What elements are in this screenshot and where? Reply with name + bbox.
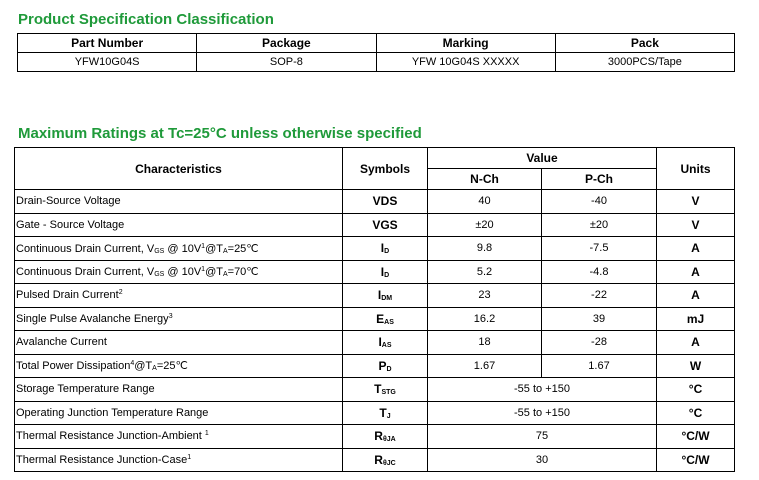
- spec-header-pack: Pack: [555, 34, 734, 53]
- characteristic-text-3: @T: [205, 242, 223, 255]
- characteristic-subscript-2: A: [152, 365, 157, 373]
- symbol-text: T: [379, 405, 387, 420]
- characteristic-text-3: @T: [134, 360, 153, 373]
- characteristic-text-4: =25℃: [227, 242, 259, 255]
- ratings-row: [15, 401, 735, 425]
- value-p-ch-cell: 39: [542, 307, 657, 331]
- value-n-ch-cell: 9.8: [428, 237, 542, 261]
- characteristic-note: 1: [187, 453, 192, 461]
- symbol-subscript: D: [386, 365, 392, 373]
- spec-header-package: Package: [197, 34, 376, 53]
- characteristic-cell: [15, 378, 343, 402]
- value-n-ch-cell: 16.2: [428, 307, 542, 331]
- ratings-row: [15, 448, 735, 472]
- symbol-text: P: [378, 358, 387, 373]
- header-characteristics: Characteristics: [15, 148, 343, 190]
- characteristic-text: Avalanche Current: [16, 336, 107, 349]
- characteristic-text: Total Power Dissipation: [16, 360, 131, 373]
- characteristic-text: Thermal Resistance Junction-Ambient: [16, 430, 205, 443]
- characteristic-text-3: @T: [205, 266, 223, 279]
- spec-package: SOP-8: [197, 53, 376, 72]
- ratings-row: [15, 237, 735, 261]
- value-both-cell: -55 to +150: [428, 401, 657, 425]
- characteristic-note: 1: [204, 430, 209, 438]
- symbol-cell: [343, 425, 428, 449]
- characteristic-text-4: =25℃: [156, 360, 188, 373]
- spec-header-part-number: Part Number: [18, 34, 197, 53]
- spec-header-marking: Marking: [376, 34, 555, 53]
- value-p-ch-cell: ±20: [542, 213, 657, 237]
- symbol-subscript: θJC: [382, 459, 396, 467]
- unit-cell: W: [657, 354, 735, 378]
- value-n-ch-cell: 5.2: [428, 260, 542, 284]
- header-units: Units: [657, 148, 735, 190]
- symbol-text: VGS: [372, 217, 398, 232]
- characteristic-cell: [15, 190, 343, 214]
- ratings-row: [15, 284, 735, 308]
- max-ratings-table: [14, 147, 735, 472]
- characteristic-text-4: =70℃: [227, 266, 259, 279]
- characteristic-note: 4: [130, 360, 135, 368]
- symbol-subscript: DM: [381, 295, 393, 303]
- header-p-ch: P-Ch: [542, 169, 657, 190]
- characteristic-subscript: GS: [154, 271, 165, 279]
- symbol-cell: [343, 378, 428, 402]
- header-value: Value: [428, 148, 657, 169]
- symbol-text: I: [380, 264, 385, 279]
- value-n-ch-cell: 23: [428, 284, 542, 308]
- characteristic-cell: [15, 331, 343, 355]
- symbol-subscript: STG: [381, 389, 396, 397]
- value-both-cell: -55 to +150: [428, 378, 657, 402]
- symbol-cell: [343, 260, 428, 284]
- symbol-text: R: [374, 429, 383, 444]
- symbol-cell: [343, 401, 428, 425]
- characteristic-note: 1: [201, 266, 206, 274]
- value-n-ch-cell: ±20: [428, 213, 542, 237]
- symbol-cell: [343, 284, 428, 308]
- symbol-text: I: [378, 335, 382, 350]
- characteristic-cell: [15, 307, 343, 331]
- ratings-row: [15, 190, 735, 214]
- value-p-ch-cell: -4.8: [542, 260, 657, 284]
- symbol-cell: [343, 331, 428, 355]
- characteristic-cell: [15, 354, 343, 378]
- spec-pack: 3000PCS/Tape: [555, 53, 734, 72]
- symbol-text: R: [374, 452, 383, 467]
- characteristic-cell: [15, 237, 343, 261]
- ratings-body: [15, 190, 735, 472]
- symbol-cell: [343, 237, 428, 261]
- characteristic-cell: [15, 401, 343, 425]
- ratings-row: [15, 213, 735, 237]
- symbol-subscript: D: [384, 248, 390, 256]
- characteristic-cell: [15, 425, 343, 449]
- unit-cell: A: [657, 237, 735, 261]
- ratings-row: [15, 260, 735, 284]
- ratings-header-row: [15, 148, 735, 169]
- value-p-ch-cell: 1.67: [542, 354, 657, 378]
- value-n-ch-cell: 1.67: [428, 354, 542, 378]
- characteristic-text: Thermal Resistance Junction-Case: [16, 453, 188, 466]
- symbol-text: I: [380, 241, 385, 256]
- characteristic-cell: [15, 284, 343, 308]
- symbol-subscript: AS: [381, 342, 392, 350]
- symbol-text: I: [377, 288, 382, 303]
- symbol-cell: [343, 448, 428, 472]
- value-n-ch-cell: 40: [428, 190, 542, 214]
- characteristic-note: 2: [118, 289, 123, 297]
- characteristic-cell: [15, 213, 343, 237]
- symbol-subscript: AS: [384, 318, 394, 326]
- symbol-text: E: [376, 311, 385, 326]
- unit-cell: °C/W: [657, 425, 735, 449]
- characteristic-cell: [15, 448, 343, 472]
- characteristic-text: Drain-Source Voltage: [16, 195, 121, 208]
- ratings-row: [15, 378, 735, 402]
- characteristic-text-2: @ 10V: [164, 266, 202, 279]
- unit-cell: A: [657, 284, 735, 308]
- unit-cell: V: [657, 213, 735, 237]
- characteristic-subscript-2: A: [222, 271, 228, 279]
- characteristic-text: Continuous Drain Current, V: [16, 266, 155, 279]
- ratings-row: [15, 425, 735, 449]
- characteristic-text: Pulsed Drain Current: [16, 289, 119, 302]
- symbol-cell: [343, 307, 428, 331]
- symbol-cell: [343, 354, 428, 378]
- value-p-ch-cell: -22: [542, 284, 657, 308]
- ratings-row: [15, 331, 735, 355]
- unit-cell: °C/W: [657, 448, 735, 472]
- unit-cell: A: [657, 331, 735, 355]
- spec-section-title: Product Specification Classification: [18, 11, 274, 28]
- ratings-row: [15, 354, 735, 378]
- characteristic-text: Continuous Drain Current, V: [16, 242, 155, 255]
- characteristic-text: Operating Junction Temperature Range: [16, 406, 209, 419]
- characteristic-note: 3: [168, 312, 173, 320]
- symbol-cell: [343, 190, 428, 214]
- characteristic-text: Single Pulse Avalanche Energy: [16, 312, 169, 325]
- characteristic-text: Storage Temperature Range: [16, 383, 155, 396]
- unit-cell: °C: [657, 378, 735, 402]
- value-both-cell: 30: [428, 448, 657, 472]
- characteristic-subscript: GS: [154, 247, 165, 255]
- value-p-ch-cell: -7.5: [542, 237, 657, 261]
- characteristic-note: 1: [201, 242, 206, 250]
- product-spec-table: [17, 33, 735, 72]
- unit-cell: °C: [657, 401, 735, 425]
- spec-marking: YFW 10G04S XXXXX: [376, 53, 555, 72]
- header-n-ch: N-Ch: [428, 169, 542, 190]
- value-p-ch-cell: -40: [542, 190, 657, 214]
- symbol-subscript: D: [384, 271, 390, 279]
- unit-cell: A: [657, 260, 735, 284]
- ratings-section-title: Maximum Ratings at Tc=25°C unless otherwise specified: [18, 125, 422, 142]
- symbol-text: T: [374, 382, 382, 397]
- symbol-text: VDS: [372, 194, 398, 209]
- value-n-ch-cell: 18: [428, 331, 542, 355]
- unit-cell: V: [657, 190, 735, 214]
- symbol-subscript: θJA: [382, 436, 396, 444]
- spec-data-row: [18, 53, 735, 72]
- value-p-ch-cell: -28: [542, 331, 657, 355]
- value-both-cell: 75: [428, 425, 657, 449]
- spec-part-number: YFW10G04S: [18, 53, 197, 72]
- characteristic-text-2: @ 10V: [164, 242, 202, 255]
- characteristic-subscript-2: A: [222, 247, 228, 255]
- ratings-row: [15, 307, 735, 331]
- header-symbols: Symbols: [343, 148, 428, 190]
- unit-cell: mJ: [657, 307, 735, 331]
- symbol-cell: [343, 213, 428, 237]
- spec-header-row: [18, 34, 735, 53]
- characteristic-text: Gate - Source Voltage: [16, 218, 125, 231]
- symbol-subscript: J: [386, 412, 391, 420]
- characteristic-cell: [15, 260, 343, 284]
